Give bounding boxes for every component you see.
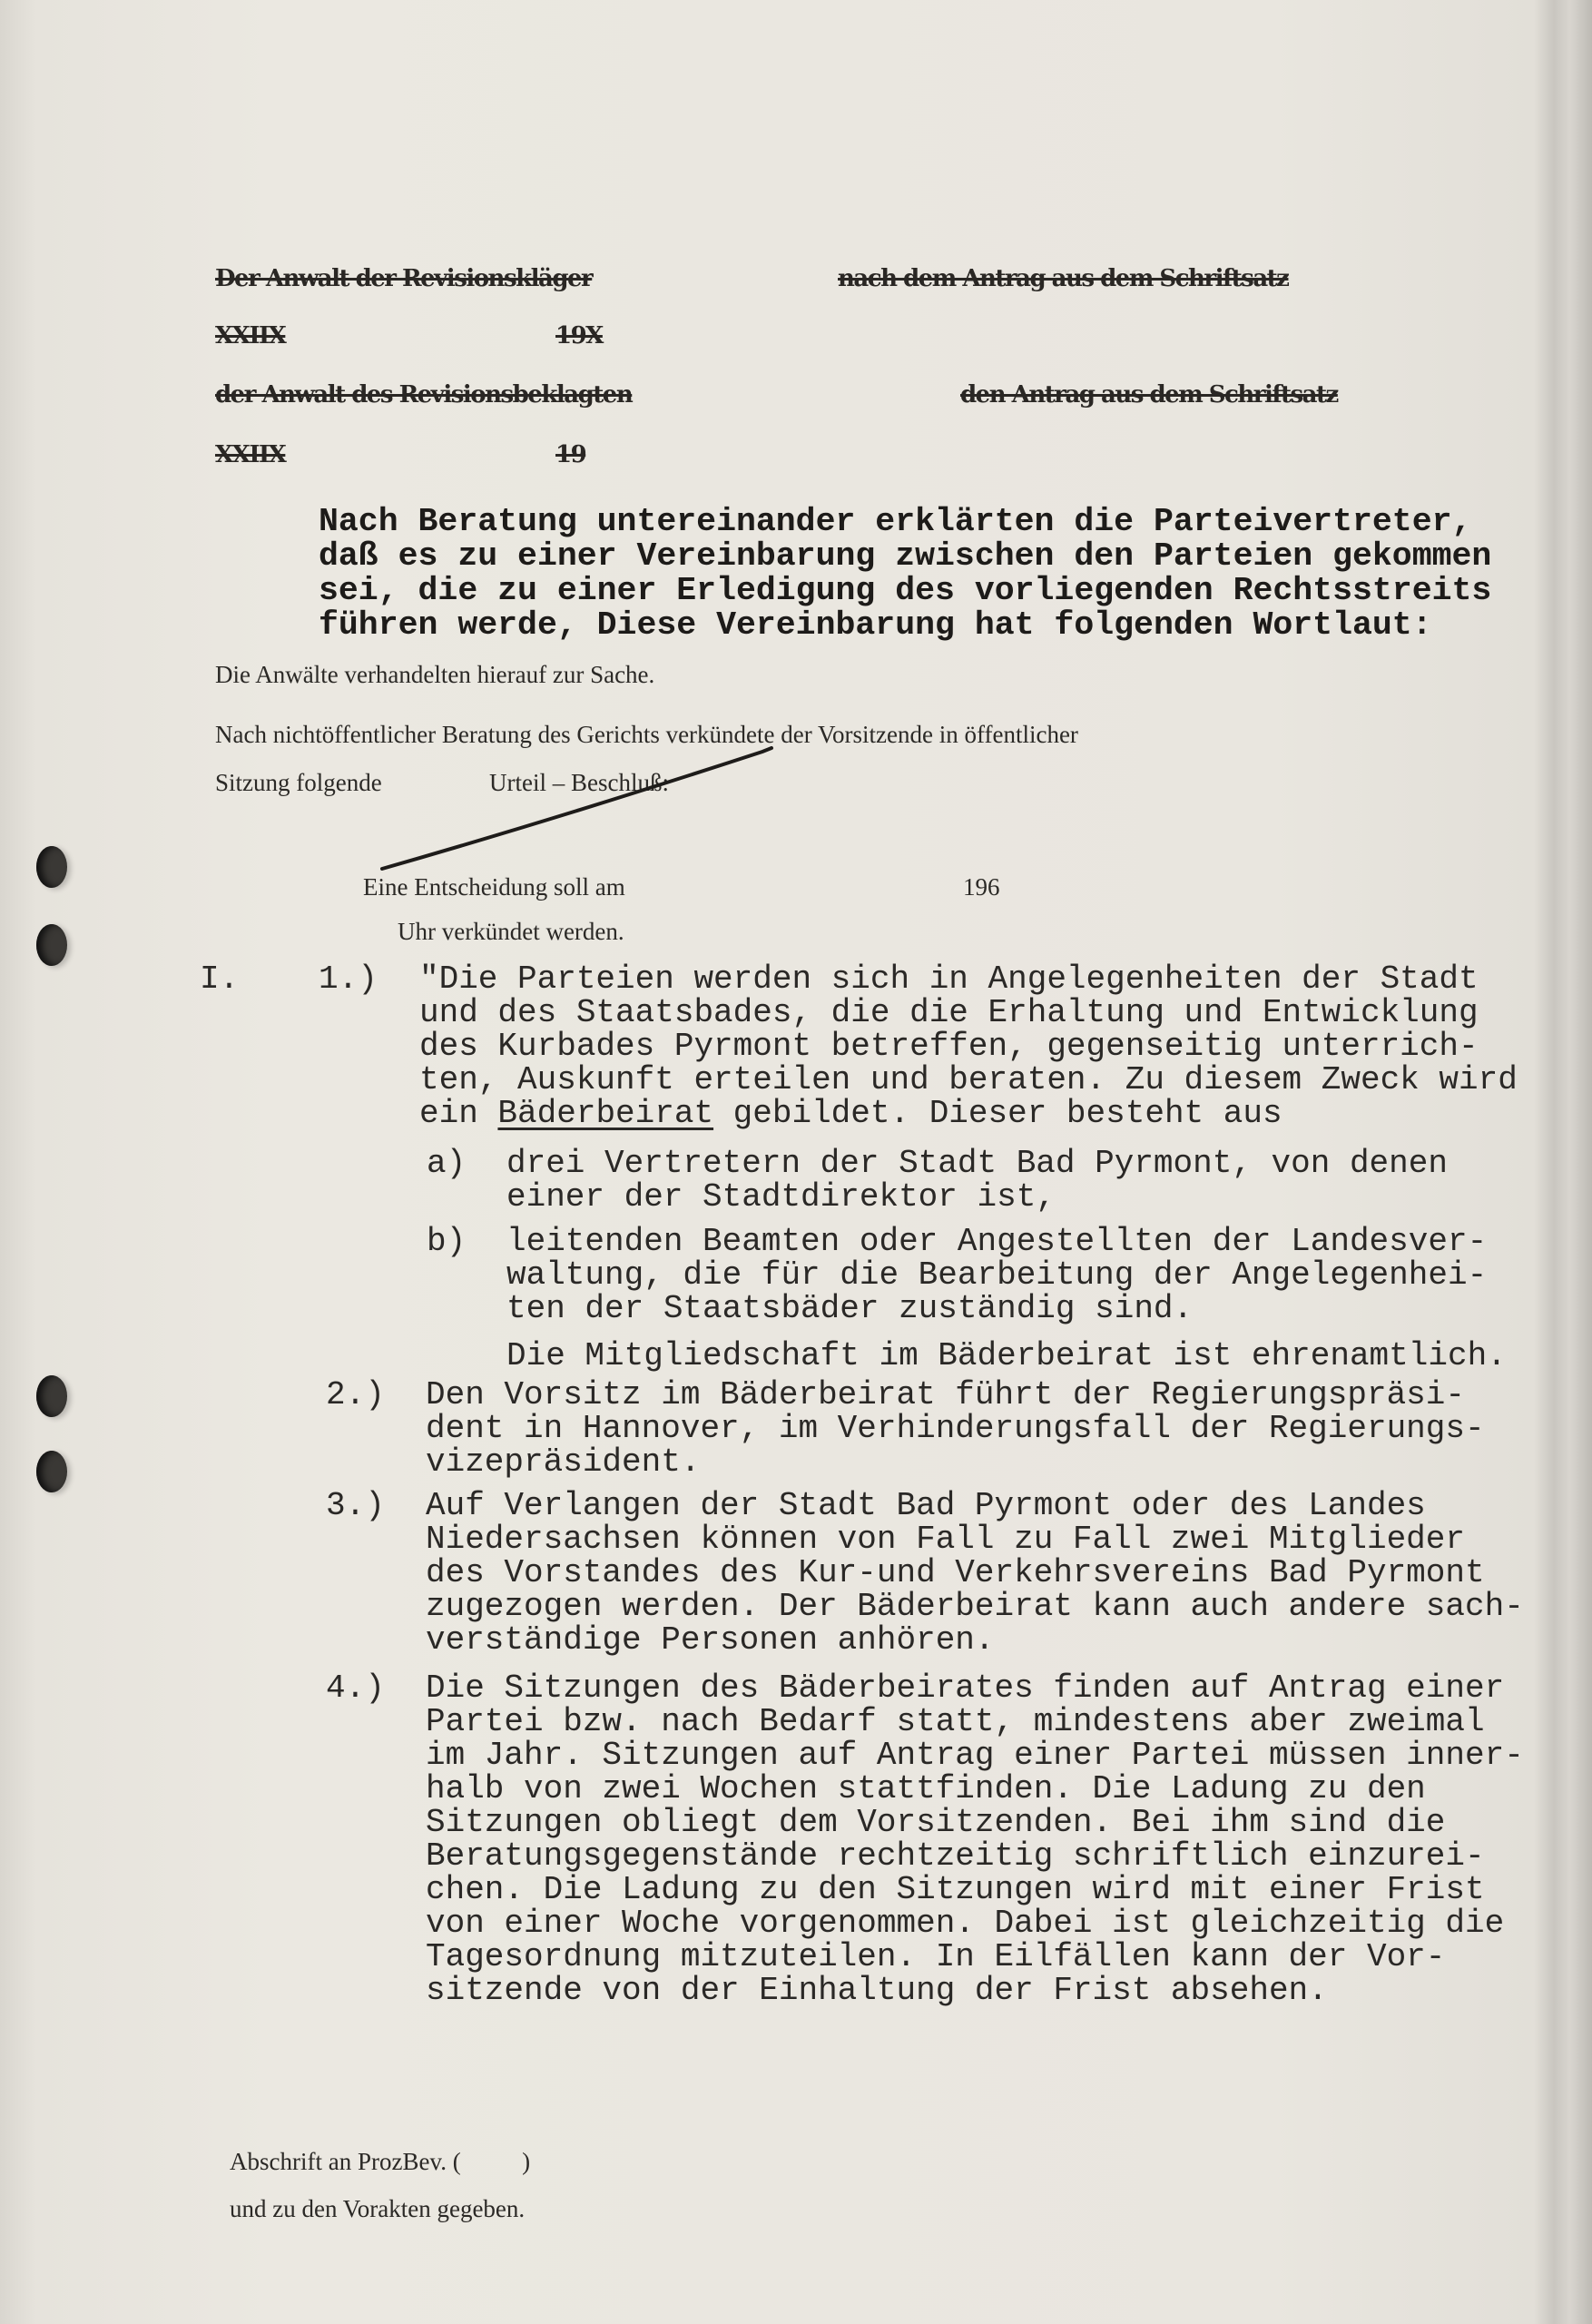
form-text: Die Anwälte verhandelten hierauf zur Sache. (215, 661, 655, 688)
item-text-line (419, 1097, 1282, 1130)
sub-text (506, 1225, 1487, 1325)
struck-field: der Anwalt des Revisionsbeklagten (215, 381, 633, 409)
text-line: des Kurbades Pyrmont betreffen, gegenseitig unterrich- (419, 1028, 1479, 1065)
struck-field: XXIIX (215, 441, 286, 468)
text-line: sitzende von der Einhaltung der Frist absehen. (426, 1972, 1328, 2009)
sub-label: a) (427, 1145, 467, 1182)
struck-field: 19X (555, 322, 603, 350)
text-line: einer der Stadtdirektor ist, (506, 1178, 1056, 1216)
text-line: Niedersachsen können von Fall zu Fall zwei Mitglieder (426, 1521, 1465, 1558)
item-number: 2.) (326, 1376, 385, 1413)
struck-field: nach dem Antrag aus dem Schriftsatz (838, 265, 1289, 292)
text-line: Den Vorsitz im Bäderbeirat führt der Regierungspräsi- (426, 1376, 1465, 1413)
struck-field: 19 (555, 441, 586, 468)
text-line: daß es zu einer Vereinbarung zwischen den Parteien gekommen (319, 537, 1492, 575)
item-text (426, 1378, 1485, 1479)
text-line: waltung, die für die Bearbeitung der Angelegenhei- (506, 1256, 1488, 1294)
sub-text (506, 1147, 1448, 1214)
text-line: verständige Personen anhören. (426, 1621, 995, 1659)
punch-hole (36, 846, 67, 888)
item-number: 3.) (326, 1487, 385, 1524)
text-line: Die Sitzungen des Bäderbeirates finden auf Antrag einer (426, 1669, 1505, 1707)
form-text: Eine Entscheidung soll am (363, 873, 625, 901)
underlined-term: Bäderbeirat (497, 1095, 714, 1132)
text-line: und des Staatsbades, die die Erhaltung und Entwicklung (419, 994, 1479, 1031)
struck-field: Der Anwalt der Revisionskläger (215, 265, 593, 292)
section-number: I. (200, 960, 240, 998)
intro-paragraph (319, 505, 1491, 643)
struck-field: den Antrag aus dem Schriftsatz (960, 381, 1338, 409)
text-line: im Jahr. Sitzungen auf Antrag einer Partei müssen inner- (426, 1737, 1524, 1774)
text-line: dent in Hannover, im Verhinderungsfall der Regierungs- (426, 1410, 1485, 1447)
text-line: Nach Beratung untereinander erklärten die Parteivertreter, (319, 503, 1472, 540)
form-text: Sitzung folgende (215, 769, 382, 796)
text-line: leitenden Beamten oder Angestellten der Landesver- (506, 1223, 1488, 1260)
text-line: führen werde, Diese Vereinbarung hat folgenden Wortlaut: (319, 606, 1432, 644)
item-number: 1.) (319, 960, 378, 998)
form-text: Urteil – Beschluß: (489, 769, 669, 796)
footer-copy-note: Abschrift an ProzBev. ( ) (230, 2148, 531, 2175)
item-closing: Die Mitgliedschaft im Bäderbeirat ist ehrenamtlich. (506, 1337, 1507, 1374)
text-line: von einer Woche vorgenommen. Dabei ist gleichzeitig die (426, 1905, 1505, 1942)
text-line: chen. Die Ladung zu den Sitzungen wird mit einer Frist (426, 1871, 1485, 1908)
text-line: vizepräsident. (426, 1443, 701, 1481)
text-line: Partei bzw. nach Bedarf statt, mindestens aber zweimal (426, 1703, 1485, 1740)
text-line: "Die Parteien werden sich in Angelegenheiten der Stadt (419, 960, 1479, 998)
punch-hole (36, 1451, 67, 1492)
struck-field: XXIIX (215, 322, 286, 350)
text-line: ten der Staatsbäder zuständig sind. (506, 1290, 1194, 1327)
item-text (426, 1489, 1524, 1657)
form-text: Nach nichtöffentlicher Beratung des Gerichts verkündete der Vorsitzende in öffentlicher (215, 721, 1078, 748)
punch-hole (36, 924, 67, 966)
text-line: zugezogen werden. Der Bäderbeirat kann auch andere sach- (426, 1588, 1524, 1625)
item-text (419, 962, 1518, 1097)
text: gebildet. Dieser besteht aus (713, 1095, 1282, 1132)
punch-hole (36, 1375, 67, 1417)
item-text (426, 1671, 1524, 2007)
text-line: Beratungsgegenstände rechtzeitig schriftlich einzurei- (426, 1837, 1485, 1875)
sub-label: b) (427, 1223, 467, 1260)
footer-files-note: und zu den Vorakten gegeben. (230, 2195, 526, 2222)
text-line: sei, die zu einer Erledigung des vorliegenden Rechtsstreits (319, 572, 1492, 609)
text-line: des Vorstandes des Kur-und Verkehrsvereins Bad Pyrmont (426, 1554, 1485, 1591)
text-line: Tagesordnung mitzuteilen. In Eilfällen kann der Vor- (426, 1938, 1446, 1975)
form-text: Uhr verkündet werden. (398, 918, 624, 945)
text-line: halb von zwei Wochen stattfinden. Die Ladung zu den (426, 1770, 1426, 1807)
form-text: 196 (963, 873, 1000, 901)
item-number: 4.) (326, 1669, 385, 1707)
text-line: drei Vertretern der Stadt Bad Pyrmont, von denen (506, 1145, 1448, 1182)
text: ein (419, 1095, 498, 1132)
text-line: Sitzungen obliegt dem Vorsitzenden. Bei ihm sind die (426, 1804, 1446, 1841)
text-line: Auf Verlangen der Stadt Bad Pyrmont oder des Landes (426, 1487, 1426, 1524)
text-line: ten, Auskunft erteilen und beraten. Zu diesem Zweck wird (419, 1061, 1518, 1098)
